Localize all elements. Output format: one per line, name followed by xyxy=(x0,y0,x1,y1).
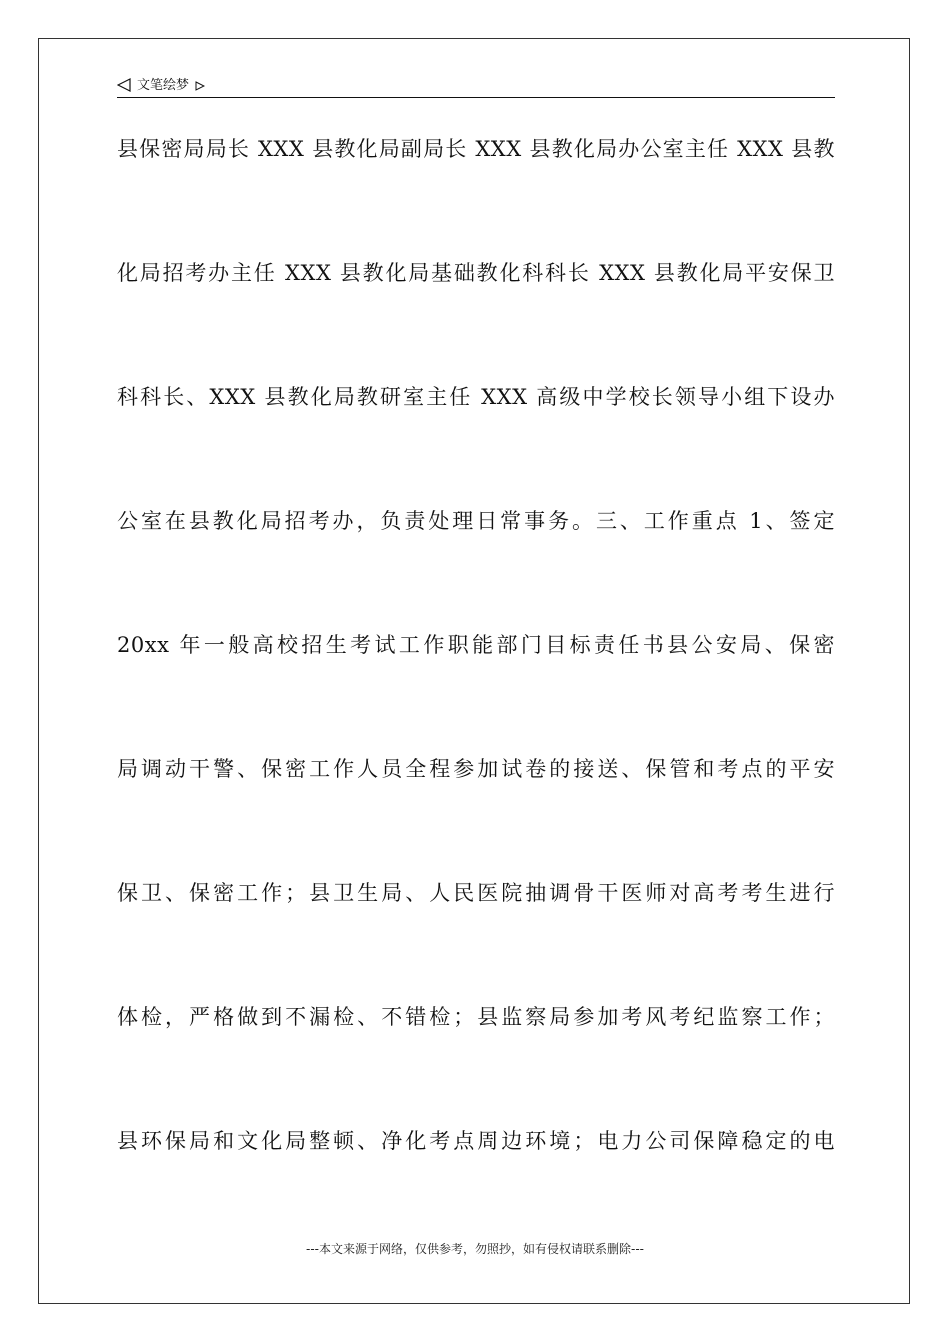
page-header xyxy=(117,74,835,98)
document-body xyxy=(117,126,835,1242)
body-line: 局调动干警、保密工作人员全程参加试卷的接送、保管和考点的平安 xyxy=(117,757,835,781)
body-line: 20xx 年一般高校招生考试工作职能部门目标责任书县公安局、保密 xyxy=(117,633,835,657)
body-line: 县环保局和文化局整顿、净化考点周边环境；电力公司保障稳定的电 xyxy=(117,1129,835,1153)
header-title: 文笔绘梦 xyxy=(137,77,190,93)
left-triangle-icon xyxy=(117,78,131,92)
body-line: 化局招考办主任 XXX 县教化局基础教化科科长 XXX 县教化局平安保卫 xyxy=(117,261,835,285)
body-line: 体检，严格做到不漏检、不错检；县监察局参加考风考纪监察工作； xyxy=(117,1005,835,1029)
body-line: 县保密局局长 XXX 县教化局副局长 XXX 县教化局办公室主任 XXX 县教 xyxy=(117,137,835,161)
body-line: 保卫、保密工作；县卫生局、人民医院抽调骨干医师对高考考生进行 xyxy=(117,881,835,905)
footer-notice: ---本文来源于网络，仅供参考，勿照抄，如有侵权请联系删除--- xyxy=(306,1242,644,1256)
body-line: 科科长、XXX 县教化局教研室主任 XXX 高级中学校长领导小组下设办 xyxy=(117,385,835,409)
right-triangle-icon xyxy=(195,78,205,88)
body-line: 公室在县教化局招考办，负责处理日常事务。三、工作重点 1、签定 xyxy=(117,509,835,533)
